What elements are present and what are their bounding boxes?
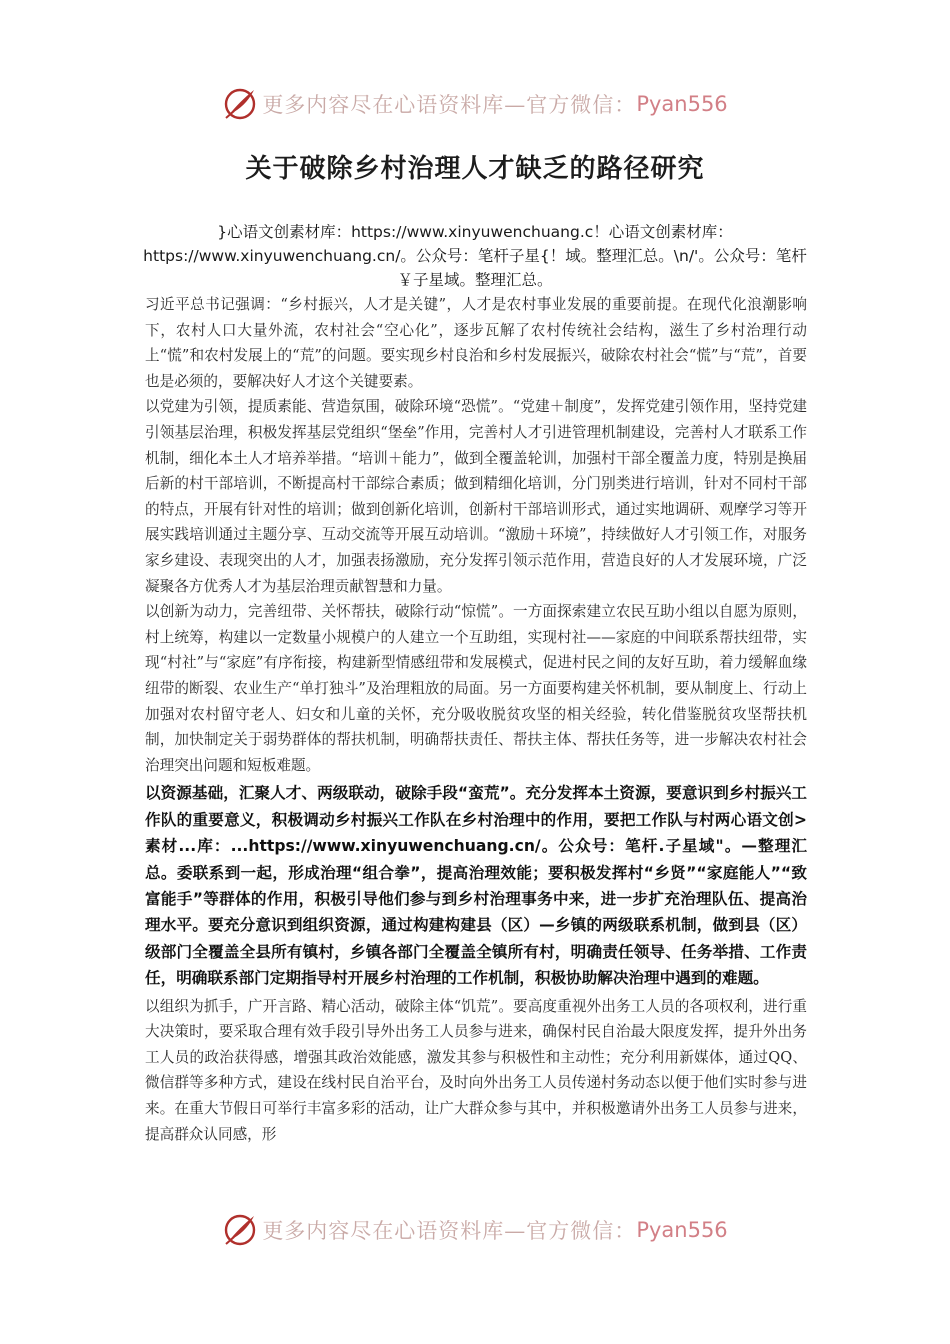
paragraph-1: 习近平总书记强调：“乡村振兴，人才是关键”，人才是农村事业发展的重要前提。在现代化浪潮影响下，农村人口大量外流，农村社会“空心化”，逐步瓦解了农村传统社会结构，滋生了乡村治理行动上“慌”和农村发展上的“荒”的问题。要实现乡村良治和乡村发展振兴，破除农村社会“慌”与“荒”，首要也是必须的，要解决好人才这个关键要素。 bbox=[145, 296, 807, 390]
paragraph-2: 以党建为引领，提质素能、营造氛围，破除环境“恐慌”。“党建＋制度”，发挥党建引领作用，坚持党建引领基层治理，积极发挥基层党组织“堡垒”作用，完善村人才引进管理机制建设，完善村人才联系工作机制，细化本土人才培养举措。“培训＋能力”，做到全覆盖轮训，加强村干部全覆盖力度，特别是换届后新的村干部培训，不断提高村干部综合素质；做到精细化培训，分门别类进行培训，针对不同村干部的特点，开展有针对性的培训；做到创新化培训，创新村干部培训形式，通过实地调研、观摩学习等开展实践培训通过主题分享、互动交流等开展互动培训。“激励＋环境”，持续做好人才引领工作，对服务家乡建设、表现突出的人才，加强表扬激励，充分发挥引领示范作用，营造良好的人才发展环境，广泛凝聚各方优秀人才为基层治理贡献智慧和力量。 bbox=[145, 398, 807, 595]
banner-text: 更多内容尽在心语资料库—官方微信： bbox=[262, 93, 637, 117]
paragraph-5: 以组织为抓手，广开言路、精心活动，破除主体“饥荒”。要高度重视外出务工人员的各项权利，进行重大决策时，要采取合理有效手段引导外出务工人员参与进来，确保村民自治最大限度发挥，提升外出务工人员的政治获得感，增强其政治效能感，激发其参与积极性和主动性；充分利用新媒体，通过QQ、微信群等多种方式，建设在线村民自治平台，及时向外出务工人员传递村务动态以便于他们实时参与进来。在重大节假日可举行丰富多彩的活动，让广大群众参与其中，并积极邀请外出务工人员参与进来，提高群众认同感，形 bbox=[145, 997, 807, 1143]
footer-banner bbox=[0, 1208, 950, 1252]
document-body bbox=[145, 292, 807, 1147]
banner-text: 更多内容尽在心语资料库—官方微信： bbox=[262, 1219, 637, 1243]
banner-wechat-id: Pyan556 bbox=[636, 1218, 728, 1242]
banner-wechat-id: Pyan556 bbox=[636, 92, 728, 116]
paragraph-4: 以资源基础，汇聚人才、两级联动，破除手段“蛮荒”。充分发挥本土资源，要意识到乡村振兴工作队的重要意义，积极调动乡村振兴工作队在乡村治理中的作用，要把工作队与村两心语文创>素材...库：...https://www.xinyuwenchuang.cn/。公众号：笔杆.子星域"。—整理汇总。委联系到一起，形成治理“组合拳”，提高治理效能；要积极发挥村“乡贤”“家庭能人”“致富能手”等群体的作用，积极引导他们参与到乡村治理事务中来，进一步扩充治理队伍、提高治理水平。要充分意识到组织资源，通过构建构建县（区）—乡镇的两级联系机制，做到县（区）级部门全覆盖全县所有镇村，乡镇各部门全覆盖全镇所有村，明确责任领导、任务举措、工作责任，明确联系部门定期指导村开展乡村治理的工作机制，积极协助解决治理中遇到的难题。 bbox=[145, 784, 807, 988]
paragraph-3: 以创新为动力，完善纽带、关怀帮扶，破除行动“惊慌”。一方面探索建立农民互助小组以自愿为原则，村上统筹，构建以一定数量小规模户的人建立一个互助组，实现村社——家庭的中间联系帮扶纽带，实现“村社”与“家庭”有序衔接，构建新型情感纽带和发展模式，促进村民之间的友好互助，着力缓解血缘纽带的断裂、农业生产“单打独斗”及治理粗放的局面。另一方面要构建关怀机制，要从制度上、行动上加强对农村留守老人、妇女和儿童的关怀，充分吸收脱贫攻坚的相关经验，转化借鉴脱贫攻坚帮扶机制，加快制定关于弱势群体的帮扶机制，明确帮扶责任、帮扶主体、帮扶任务等，进一步解决农村社会治理突出问题和短板难题。 bbox=[145, 603, 807, 774]
document-title: 关于破除乡村治理人才缺乏的路径研究 bbox=[245, 154, 705, 184]
quill-pen-icon bbox=[222, 1212, 258, 1248]
quill-pen-icon bbox=[222, 86, 258, 122]
header-banner bbox=[0, 82, 950, 126]
intro-source-note: }心语文创素材库：https://www.xinyuwenchuang.c！心语文创素材库：https://www.xinyuwenchuang.cn/。公众号：笔杆子星{！域。整理汇总。\n/'。公众号：笔杆￥子星域。整理汇总。 bbox=[143, 223, 807, 289]
